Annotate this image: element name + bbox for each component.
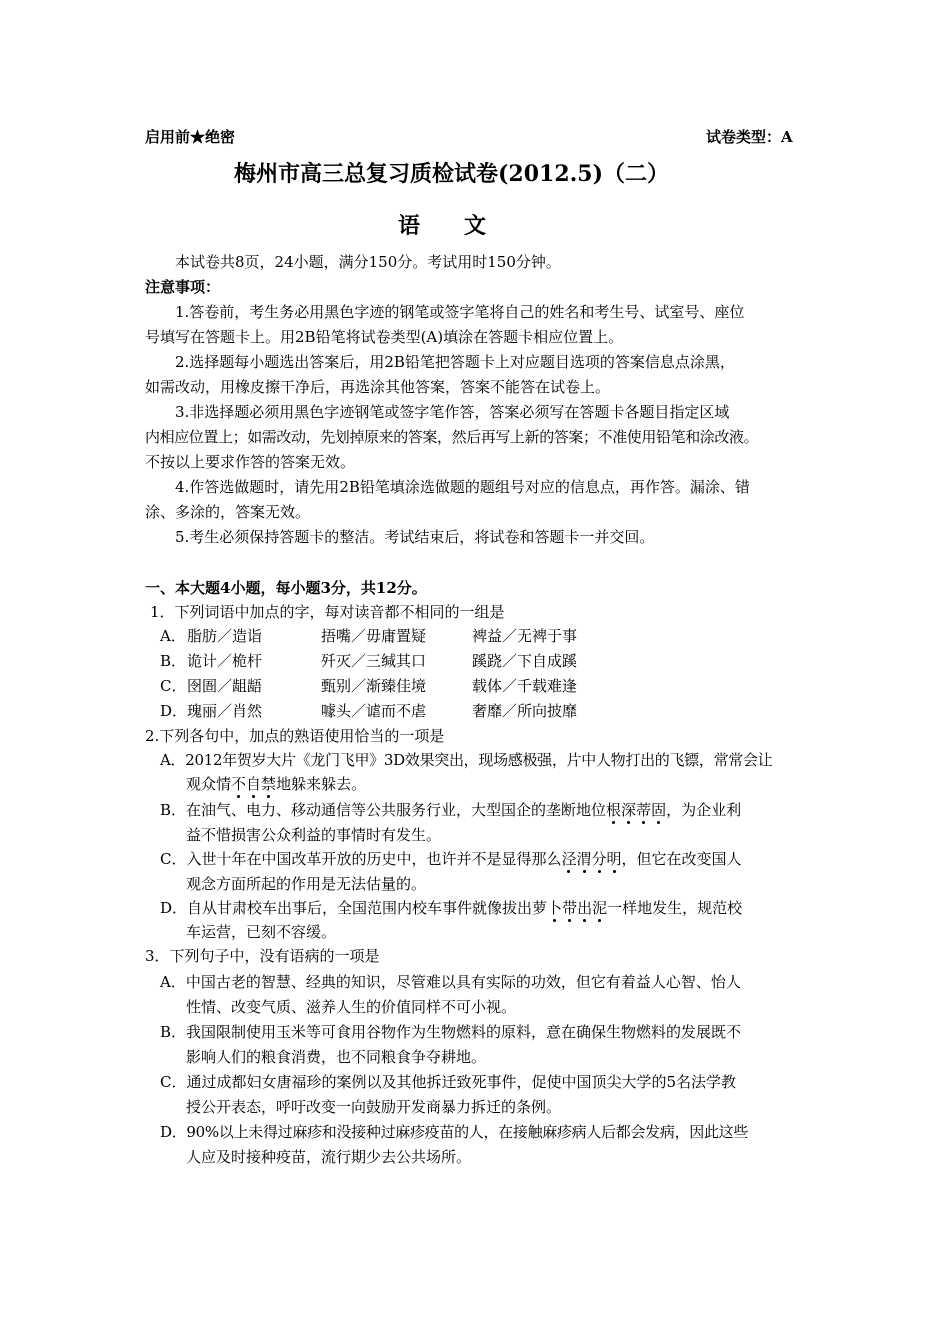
emphasis-char: 禁 bbox=[261, 775, 277, 793]
q2-option-c-line-2: 观念方面所起的作用是无法估量的。 bbox=[186, 875, 427, 893]
notice-item-3-line-3: 不按以上要求作答的答案无效。 bbox=[145, 453, 356, 471]
q1-option-b-pair-2: 歼灭／三缄其口 bbox=[321, 652, 427, 670]
exam-title: 梅州市高三总复习质检试卷(2012.5)（二） bbox=[234, 161, 670, 187]
q1-option-c-label: C． bbox=[160, 677, 187, 695]
q3-stem: 3．下列句子中，没有语病的一项是 bbox=[145, 947, 380, 965]
q1-option-d-pair-2: 噱头／谑而不虐 bbox=[321, 702, 427, 720]
q3-option-c-line-1: C．通过成都妇女唐福珍的案例以及其他拆迁致死事件，促使中国顶尖大学的5名法学教 bbox=[160, 1073, 737, 1091]
q1-option-c-pair-2: 甄别／渐臻佳境 bbox=[321, 677, 427, 695]
emphasis-char: 渭 bbox=[576, 850, 592, 868]
q2-option-d-line-2: 车运营，已刻不容缓。 bbox=[186, 923, 337, 941]
q3-option-a-line-1: A．中国古老的智慧、经典的知识，尽管难以具有实际的功效，但它有着益人心智、怡人 bbox=[160, 973, 741, 991]
q1-option-b-pair-3: 蹊跷／下自成蹊 bbox=[472, 652, 578, 670]
q1-option-d-label: D． bbox=[160, 702, 188, 720]
emphasis-char: 泥 bbox=[592, 899, 608, 917]
emphasis-char: 固 bbox=[651, 801, 667, 819]
q2-option-b-text-end: ，为企业利 bbox=[666, 801, 742, 819]
notice-heading: 注意事项： bbox=[145, 278, 221, 296]
q2-option-d-line-1 bbox=[160, 898, 742, 918]
emphasis-char: 分 bbox=[591, 850, 607, 868]
subject-title: 语文 bbox=[398, 213, 531, 239]
q2-stem: 2.下列各句中，加点的熟语使用恰当的一项是 bbox=[145, 727, 445, 745]
q2-option-b-line-1 bbox=[160, 800, 741, 820]
emphasis-char: 带 bbox=[562, 899, 578, 917]
q2-option-b-line-2: 益不惜损害公众利益的事情时有发生。 bbox=[186, 826, 442, 844]
notice-item-3-line-1: 3.非选择题必须用黑色字迹钢笔或签字笔作答，答案必须写在答题卡各题目指定区域 bbox=[175, 403, 730, 421]
q3-option-d-line-2: 人应及时接种疫苗，流行期少去公共场所。 bbox=[186, 1148, 472, 1166]
section-1-heading: 一、本大题4小题，每小题3分，共12分。 bbox=[145, 579, 427, 597]
notice-item-5: 5.考生必须保持答题卡的整洁。考试结束后，将试卷和答题卡一并交回。 bbox=[175, 528, 655, 546]
q3-option-b-line-1: B．我国限制使用玉米等可食用谷物作为生物燃料的原料，意在确保生物燃料的发展既不 bbox=[160, 1023, 742, 1041]
q1-option-c-pair-1: 囹圄／龃龉 bbox=[187, 677, 263, 695]
q1-option-a-label: A． bbox=[160, 627, 186, 645]
q1-option-a-pair-2: 捂嘴／毋庸置疑 bbox=[321, 627, 427, 645]
q2-option-c-dotted-idiom bbox=[561, 850, 621, 868]
q2-option-b-dotted-idiom bbox=[606, 801, 666, 819]
q1-option-a-pair-1: 脂肪／造诣 bbox=[187, 627, 263, 645]
emphasis-char: 卜 bbox=[547, 899, 563, 917]
notice-item-2-line-2: 如需改动，用橡皮擦干净后，再选涂其他答案，答案不能答在试卷上。 bbox=[145, 378, 611, 396]
q3-option-b-line-2: 影响人们的粮食消费，也不同粮食争夺耕地。 bbox=[186, 1048, 487, 1066]
emphasis-char: 明 bbox=[606, 850, 622, 868]
notice-item-1-line-2: 号填写在答题卡上。用2B铅笔将试卷类型(A)填涂在答题卡相应位置上。 bbox=[145, 328, 624, 346]
notice-item-1-line-1: 1.答卷前，考生务必用黑色字迹的钢笔或签字笔将自己的姓名和考生号、试室号、座位 bbox=[175, 303, 745, 321]
q1-option-c-pair-3: 载体／千载难逢 bbox=[472, 677, 578, 695]
exam-intro: 本试卷共8页，24小题，满分150分。考试用时150分钟。 bbox=[175, 253, 561, 271]
notice-item-4-line-2: 涂、多涂的，答案无效。 bbox=[145, 503, 311, 521]
q1-option-d-pair-1: 瑰丽／肖然 bbox=[187, 702, 263, 720]
emphasis-char: 不 bbox=[231, 775, 247, 793]
q2-option-a-text-end: 地躲来躲去。 bbox=[276, 775, 367, 793]
notice-item-4-line-1: 4.作答选做题时，请先用2B铅笔填涂选做题的题组号对应的信息点，再作答。漏涂、错 bbox=[175, 478, 750, 496]
q2-option-c-text: C．入世十年在中国改革开放的历史中，也许并不是显得那么 bbox=[160, 850, 562, 868]
emphasis-char: 蒂 bbox=[636, 801, 652, 819]
q2-option-a-line-2 bbox=[186, 774, 366, 794]
q2-option-b-text: B．在油气、电力、移动通信等公共服务行业，大型国企的垄断地位 bbox=[160, 801, 607, 819]
notice-item-3-line-2: 内相应位置上；如需改动，先划掉原来的答案，然后再写上新的答案；不准使用铅笔和涂改液。 bbox=[145, 428, 759, 446]
q3-option-a-line-2: 性情、改变气质、滋养人生的价值同样不可小视。 bbox=[186, 998, 517, 1016]
notice-item-2-line-1: 2.选择题每小题选出答案后，用2B铅笔把答题卡上对应题目选项的答案信息点涂黑， bbox=[175, 353, 735, 371]
paper-type-label: 试卷类型：A bbox=[706, 128, 793, 146]
q2-option-d-text: D．自从甘肃校车出事后，全国范围内校车事件就像 bbox=[160, 899, 503, 917]
emphasis-char: 泾 bbox=[561, 850, 577, 868]
q3-option-c-line-2: 授公开表态，呼吁改变一向鼓励开发商暴力拆迁的条例。 bbox=[186, 1098, 562, 1116]
q2-option-a-dotted-idiom bbox=[231, 775, 276, 793]
q1-option-d-pair-3: 奢靡／所向披靡 bbox=[472, 702, 578, 720]
q1-option-b-pair-1: 诡计／桅杆 bbox=[187, 652, 263, 670]
q1-stem: 1．下列词语中加点的字，每对读音都不相同的一组是 bbox=[150, 603, 505, 621]
q2-option-d-text-end: 一样地发生，规范校 bbox=[607, 899, 743, 917]
q3-option-d-line-1: D．90%以上未得过麻疹和没接种过麻疹疫苗的人，在接触麻疹病人后都会发病，因此这些 bbox=[160, 1123, 749, 1141]
q2-option-c-text-end: ，但它在改变国人 bbox=[621, 850, 742, 868]
emphasis-char: 深 bbox=[621, 801, 637, 819]
emphasis-char: 自 bbox=[246, 775, 262, 793]
emphasis-char: 出 bbox=[577, 899, 593, 917]
q2-option-a-line-1: A．2012年贺岁大片《龙门飞甲》3D效果突出，现场感极强，片中人物打出的飞镖，常常会让 bbox=[160, 751, 773, 769]
q2-option-a-text: 观众情 bbox=[186, 775, 232, 793]
q2-option-c-line-1 bbox=[160, 849, 742, 869]
q1-option-a-pair-3: 裨益／无裨于事 bbox=[472, 627, 578, 645]
confidential-label: 启用前★绝密 bbox=[145, 128, 236, 146]
q2-option-d-dotted-idiom bbox=[547, 899, 607, 917]
q1-option-b-label: B． bbox=[160, 652, 187, 670]
q2-option-d-text-mid: 拔出萝 bbox=[502, 899, 548, 917]
emphasis-char: 根 bbox=[606, 801, 622, 819]
